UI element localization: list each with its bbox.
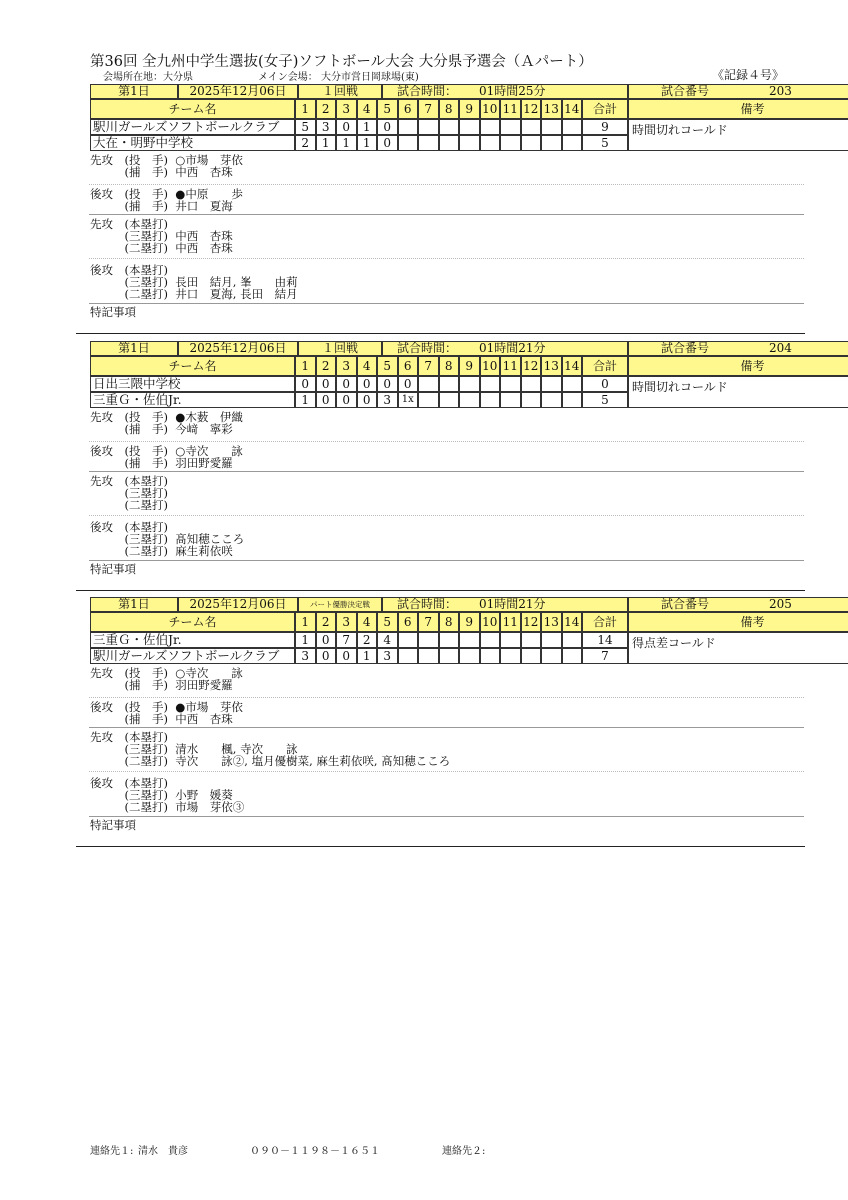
inning-header: 12 xyxy=(521,99,542,119)
inning-header: 13 xyxy=(541,356,562,376)
inning-header: 9 xyxy=(459,612,480,632)
game-block xyxy=(76,341,805,601)
time-value: 01時間21分 xyxy=(479,597,546,611)
game-separator xyxy=(76,333,805,334)
game-block xyxy=(76,597,805,857)
inning-score: 0 xyxy=(398,376,419,392)
remarks-cell: 時間切れコールド xyxy=(628,119,848,151)
inning-score: 0 xyxy=(336,119,357,135)
inning-header: 13 xyxy=(541,612,562,632)
team-header: チーム名 xyxy=(90,356,295,376)
time-cell xyxy=(382,84,628,99)
team-header: チーム名 xyxy=(90,612,295,632)
game-number-cell xyxy=(628,84,848,99)
inning-score: 0 xyxy=(336,376,357,392)
inning-score xyxy=(521,632,542,648)
inning-score xyxy=(480,376,501,392)
game-number-value: 203 xyxy=(769,84,792,98)
divider xyxy=(89,441,804,442)
contact1-phone: ０９０－１１９８－１６５１ xyxy=(250,1146,380,1157)
inning-score xyxy=(500,376,521,392)
inning-header: 11 xyxy=(500,612,521,632)
team-name: 三重Ｇ・佐伯Jr. xyxy=(90,392,295,408)
inning-header: 12 xyxy=(521,612,542,632)
inning-header: 7 xyxy=(418,612,439,632)
time-cell xyxy=(382,341,628,356)
round-cell: １回戦 xyxy=(298,84,382,99)
battery-first: 先攻 (投 手) ○寺次 詠 (捕 手) 羽田野愛羅 xyxy=(90,666,243,692)
inning-header: 10 xyxy=(480,99,501,119)
game-separator xyxy=(76,590,805,591)
inning-score: 1 xyxy=(336,135,357,151)
inning-score xyxy=(398,632,419,648)
game-separator xyxy=(76,846,805,847)
day-cell: 第1日 xyxy=(90,597,178,612)
inning-header: 10 xyxy=(480,612,501,632)
inning-header: 3 xyxy=(336,99,357,119)
inning-score xyxy=(500,648,521,664)
inning-score: 0 xyxy=(357,392,378,408)
inning-score: 0 xyxy=(295,376,316,392)
inning-score xyxy=(480,392,501,408)
inning-header: 14 xyxy=(562,99,583,119)
date-cell: 2025年12月06日 xyxy=(178,341,298,356)
extra-base-hits-second: 後攻 (本塁打) (三塁打) 長田 結月, 峯 由莉 (二塁打) 井口 夏海, 長田 結月 xyxy=(90,263,298,301)
inning-header: 2 xyxy=(316,99,337,119)
inning-score: 5 xyxy=(295,119,316,135)
inning-header: 11 xyxy=(500,99,521,119)
game-block xyxy=(76,84,805,344)
inning-header: 9 xyxy=(459,99,480,119)
team-name: 日出三隈中学校 xyxy=(90,376,295,392)
inning-score: 0 xyxy=(377,119,398,135)
team-name: 大在・明野中学校 xyxy=(90,135,295,151)
inning-score: 0 xyxy=(316,632,337,648)
inning-score xyxy=(521,119,542,135)
extra-base-hits-first: 先攻 (本塁打) (三塁打) 中西 杏珠 (二塁打) 中西 杏珠 xyxy=(90,217,233,255)
inning-header: 8 xyxy=(439,99,460,119)
game-number-label: 試合番号 xyxy=(661,84,710,98)
inning-score xyxy=(459,632,480,648)
inning-score: 0 xyxy=(336,648,357,664)
inning-score: 0 xyxy=(316,648,337,664)
inning-score xyxy=(439,376,460,392)
inning-header: 1 xyxy=(295,99,316,119)
inning-score xyxy=(562,119,583,135)
inning-header: 12 xyxy=(521,356,542,376)
inning-score xyxy=(541,135,562,151)
remarks-cell: 時間切れコールド xyxy=(628,376,848,408)
day-cell: 第1日 xyxy=(90,84,178,99)
inning-header: 11 xyxy=(500,356,521,376)
inning-score: 2 xyxy=(295,135,316,151)
inning-header: 10 xyxy=(480,356,501,376)
inning-header: 3 xyxy=(336,612,357,632)
inning-score xyxy=(480,648,501,664)
time-value: 01時間21分 xyxy=(479,341,546,355)
inning-score xyxy=(500,392,521,408)
divider xyxy=(89,471,804,472)
inning-score xyxy=(459,376,480,392)
inning-score xyxy=(562,135,583,151)
inning-score: 0 xyxy=(357,376,378,392)
remarks-cell: 得点差コールド xyxy=(628,632,848,664)
inning-header: 14 xyxy=(562,356,583,376)
inning-header: 6 xyxy=(398,99,419,119)
inning-score xyxy=(521,376,542,392)
team-name: 駅川ガールズソフトボールクラブ xyxy=(90,119,295,135)
extra-base-hits-second: 後攻 (本塁打) (三塁打) 小野 媛葵 (二塁打) 市場 芽依③ xyxy=(90,776,245,814)
date-cell: 2025年12月06日 xyxy=(178,597,298,612)
inning-header: 4 xyxy=(357,356,378,376)
special-notes-label: 特記事項 xyxy=(90,305,136,319)
round-cell: １回戦 xyxy=(298,341,382,356)
inning-score xyxy=(418,648,439,664)
inning-score xyxy=(541,119,562,135)
inning-header: 6 xyxy=(398,612,419,632)
divider xyxy=(89,816,804,817)
inning-score xyxy=(459,392,480,408)
total-header: 合計 xyxy=(582,356,628,376)
inning-header: 6 xyxy=(398,356,419,376)
battery-second: 後攻 (投 手) ●中原 歩 (捕 手) 井口 夏海 xyxy=(90,187,243,213)
inning-score xyxy=(562,648,583,664)
inning-score: 1 xyxy=(316,135,337,151)
remarks-header: 備考 xyxy=(628,356,848,376)
time-label: 試合時間： xyxy=(397,597,458,611)
inning-score: 4 xyxy=(377,632,398,648)
game-number-label: 試合番号 xyxy=(661,597,710,611)
game-number-value: 204 xyxy=(769,341,792,355)
inning-score: 3 xyxy=(295,648,316,664)
inning-score: 1 xyxy=(357,135,378,151)
inning-header: 4 xyxy=(357,612,378,632)
inning-score xyxy=(500,119,521,135)
divider xyxy=(89,184,804,185)
inning-score xyxy=(500,632,521,648)
team-total: 7 xyxy=(582,648,628,664)
game-number-label: 試合番号 xyxy=(661,341,710,355)
inning-score xyxy=(541,392,562,408)
inning-score xyxy=(562,392,583,408)
extra-base-hits-first: 先攻 (本塁打) (三塁打) (二塁打) xyxy=(90,474,168,512)
inning-score: 1 xyxy=(295,632,316,648)
inning-header: 5 xyxy=(377,612,398,632)
inning-score: 1x xyxy=(398,392,419,408)
inning-score xyxy=(439,119,460,135)
inning-header: 8 xyxy=(439,356,460,376)
inning-score xyxy=(418,392,439,408)
battery-second: 後攻 (投 手) ●市場 芽依 (捕 手) 中西 杏珠 xyxy=(90,700,243,726)
inning-score: 0 xyxy=(316,392,337,408)
divider xyxy=(89,560,804,561)
extra-base-hits-first: 先攻 (本塁打) (三塁打) 清水 楓, 寺次 詠 (二塁打) 寺次 詠②, 塩月優樹菜, 麻生莉依咲, 髙知穂こころ xyxy=(90,730,451,768)
time-cell xyxy=(382,597,628,612)
inning-score: 1 xyxy=(357,648,378,664)
inning-score: 7 xyxy=(336,632,357,648)
inning-header: 7 xyxy=(418,99,439,119)
inning-header: 1 xyxy=(295,356,316,376)
inning-score: 3 xyxy=(377,392,398,408)
inning-score: 3 xyxy=(316,119,337,135)
inning-score xyxy=(562,632,583,648)
extra-base-hits-second: 後攻 (本塁打) (三塁打) 髙知穂こころ (二塁打) 麻生莉依咲 xyxy=(90,520,245,558)
inning-score xyxy=(439,392,460,408)
day-cell: 第1日 xyxy=(90,341,178,356)
inning-score: 1 xyxy=(295,392,316,408)
inning-score xyxy=(418,135,439,151)
game-number-cell xyxy=(628,597,848,612)
team-header: チーム名 xyxy=(90,99,295,119)
inning-header: 13 xyxy=(541,99,562,119)
inning-header: 14 xyxy=(562,612,583,632)
divider xyxy=(89,697,804,698)
remarks-header: 備考 xyxy=(628,612,848,632)
inning-score xyxy=(521,135,542,151)
page-title: 第36回 全九州中学生選抜(女子)ソフトボール大会 大分県予選会（Ａパート） xyxy=(90,54,593,70)
inning-score xyxy=(398,648,419,664)
divider xyxy=(89,515,804,516)
contact1-label: 連絡先１: xyxy=(90,1146,134,1157)
divider xyxy=(89,258,804,259)
venue-location: 会場所在地：大分県 xyxy=(103,72,193,83)
inning-score xyxy=(459,648,480,664)
inning-score xyxy=(541,632,562,648)
battery-first: 先攻 (投 手) ○市場 芽依 (捕 手) 中西 杏珠 xyxy=(90,153,243,179)
battery-first: 先攻 (投 手) ●木薮 伊織 (捕 手) 今﨑 寧彩 xyxy=(90,410,243,436)
inning-score xyxy=(439,135,460,151)
inning-score xyxy=(418,376,439,392)
inning-score: 0 xyxy=(377,376,398,392)
inning-score xyxy=(500,135,521,151)
time-label: 試合時間： xyxy=(397,341,458,355)
battery-second: 後攻 (投 手) ○寺次 詠 (捕 手) 羽田野愛羅 xyxy=(90,444,243,470)
inning-score xyxy=(480,632,501,648)
game-number-cell xyxy=(628,341,848,356)
inning-score xyxy=(418,119,439,135)
inning-score xyxy=(562,376,583,392)
team-total: 14 xyxy=(582,632,628,648)
inning-score: 2 xyxy=(357,632,378,648)
record-number: 《記録４号》 xyxy=(712,68,785,82)
inning-score xyxy=(439,632,460,648)
total-header: 合計 xyxy=(582,612,628,632)
inning-score xyxy=(521,648,542,664)
time-label: 試合時間： xyxy=(397,84,458,98)
inning-header: 8 xyxy=(439,612,460,632)
inning-score: 0 xyxy=(377,135,398,151)
contact1-name: 清水 貴彦 xyxy=(138,1146,188,1157)
time-value: 01時間25分 xyxy=(479,84,546,98)
inning-header: 2 xyxy=(316,356,337,376)
inning-score: 1 xyxy=(357,119,378,135)
inning-score: 3 xyxy=(377,648,398,664)
remarks-header: 備考 xyxy=(628,99,848,119)
round-cell: パート優勝決定戦 xyxy=(298,597,382,612)
divider xyxy=(89,303,804,304)
inning-header: 7 xyxy=(418,356,439,376)
inning-score xyxy=(439,648,460,664)
inning-header: 3 xyxy=(336,356,357,376)
team-name: 三重Ｇ・佐伯Jr. xyxy=(90,632,295,648)
team-total: 9 xyxy=(582,119,628,135)
inning-score xyxy=(459,119,480,135)
inning-header: 1 xyxy=(295,612,316,632)
inning-header: 5 xyxy=(377,99,398,119)
inning-score xyxy=(398,119,419,135)
inning-score: 0 xyxy=(316,376,337,392)
divider xyxy=(89,727,804,728)
contact2-label: 連絡先２: xyxy=(442,1146,486,1157)
inning-header: 5 xyxy=(377,356,398,376)
special-notes-label: 特記事項 xyxy=(90,818,136,832)
inning-score xyxy=(398,135,419,151)
special-notes-label: 特記事項 xyxy=(90,562,136,576)
divider xyxy=(89,214,804,215)
divider xyxy=(89,771,804,772)
team-name: 駅川ガールズソフトボールクラブ xyxy=(90,648,295,664)
inning-score xyxy=(418,632,439,648)
inning-score xyxy=(480,119,501,135)
inning-score xyxy=(541,376,562,392)
inning-header: 9 xyxy=(459,356,480,376)
game-number-value: 205 xyxy=(769,597,792,611)
team-total: 5 xyxy=(582,392,628,408)
inning-header: 2 xyxy=(316,612,337,632)
main-venue: メイン会場： 大分市営日岡球場(東) xyxy=(258,72,419,83)
inning-score xyxy=(480,135,501,151)
inning-score: 0 xyxy=(336,392,357,408)
inning-score xyxy=(521,392,542,408)
inning-score xyxy=(541,648,562,664)
team-total: 5 xyxy=(582,135,628,151)
inning-header: 4 xyxy=(357,99,378,119)
team-total: 0 xyxy=(582,376,628,392)
total-header: 合計 xyxy=(582,99,628,119)
inning-score xyxy=(459,135,480,151)
date-cell: 2025年12月06日 xyxy=(178,84,298,99)
